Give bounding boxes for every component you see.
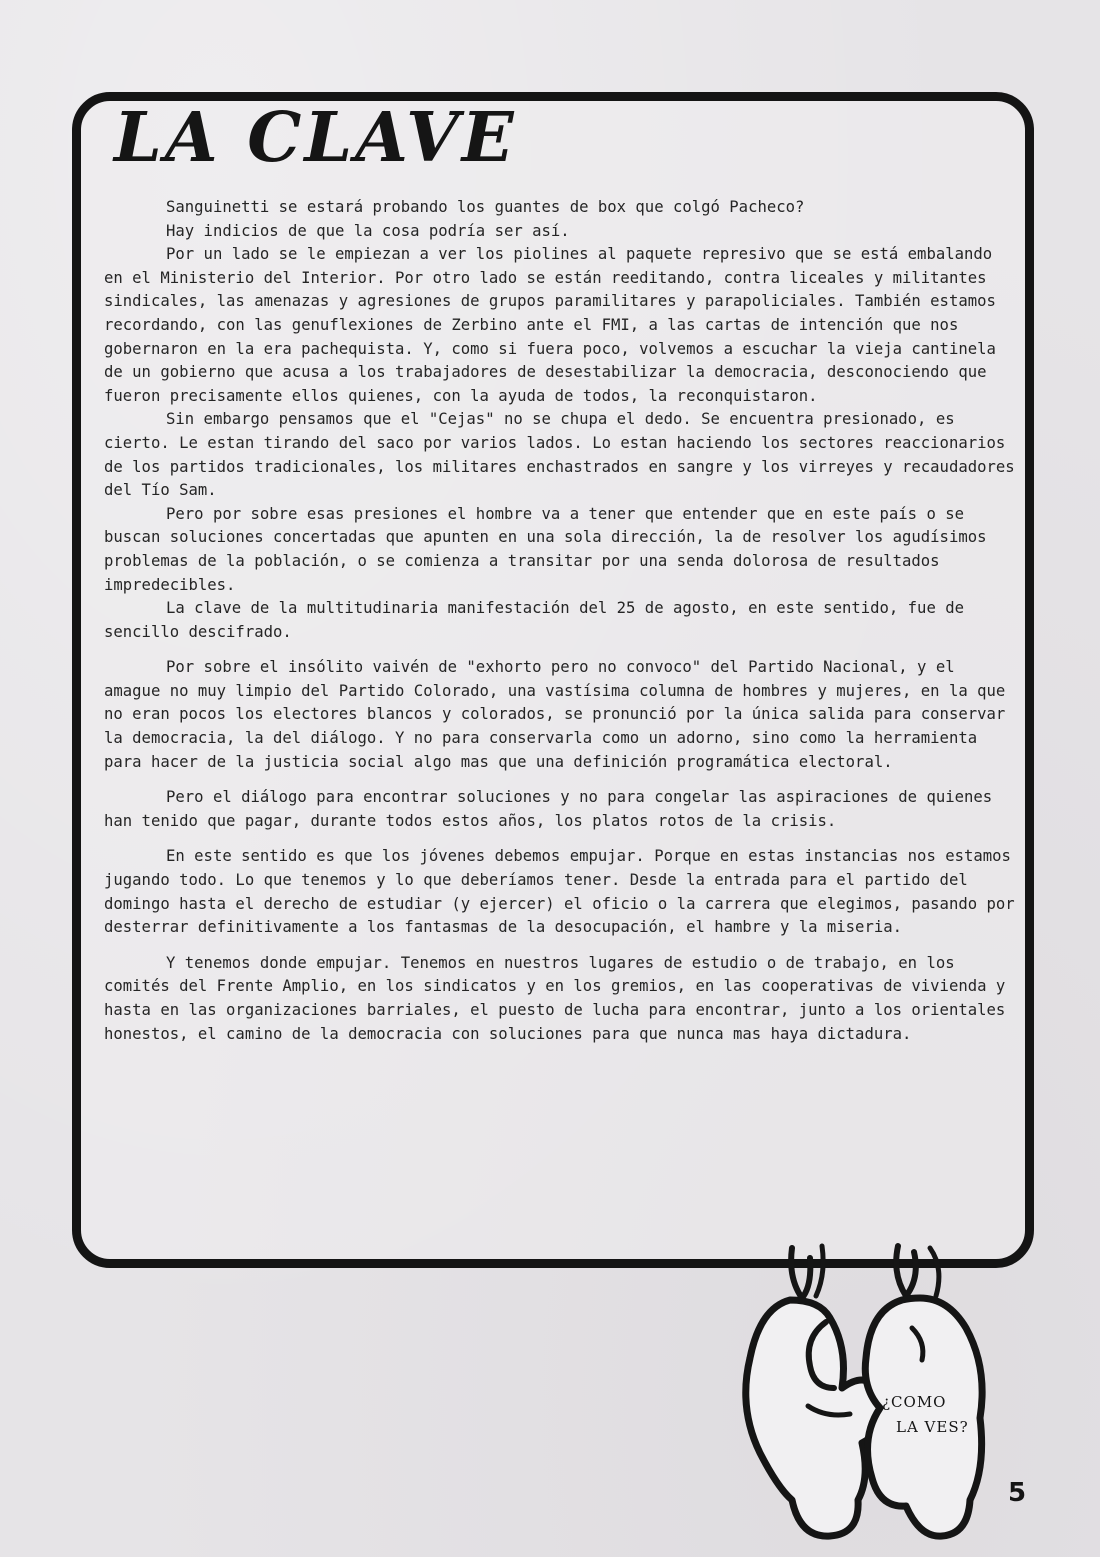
article-paragraph: Sin embargo pensamos que el "Cejas" no se chupa el dedo. Se encuentra presionado, es cierto. Le estan tirando del saco por varios lados. Lo estan haciendo los sectores reaccionarios de los partidos tradicionales, los militares enchastrados en sangre y los virreyes y recaudadores del Tío Sam. xyxy=(104,410,1015,500)
speech-text-line-1: ¿COMO xyxy=(882,1393,947,1411)
boxing-gloves-illustration xyxy=(730,1238,990,1548)
article-paragraph: Y tenemos donde empujar. Tenemos en nuestros lugares de estudio o de trabajo, en los comités del Frente Amplio, en los sindicatos y en los gremios, en las cooperativas de vivienda y hasta en las organizaciones barriales, el puesto de lucha para encontrar, junto a los orientales honestos, el camino de la democracia con soluciones para que nunca mas haya dictadura. xyxy=(104,953,1006,1043)
page-number: 5 xyxy=(1008,1478,1027,1508)
article-paragraph: Por sobre el insólito vaivén de "exhorto pero no convoco" del Partido Nacional, y el amague no muy limpio del Partido Colorado, una vastísima columna de hombres y mujeres, en la que no eran pocos los electores blancos y colorados, se pronunció por la única salida para conservar la democracia, la del diálogo. Y no para conservarla como un adorno, sino como la herramienta para hacer de la justicia social algo mas que una definición programática electoral. xyxy=(104,658,1006,771)
article-paragraph: La clave de la multitudinaria manifestación del 25 de agosto, en este sentido, fue de sencillo descifrado. xyxy=(104,599,964,641)
article-paragraph: Sanguinetti se estará probando los guantes de box que colgó Pacheco? xyxy=(166,198,805,216)
article-paragraph: Por un lado se le empiezan a ver los piolines al paquete represivo que se está embalando en el Ministerio del Interior. Por otro lado se están reeditando, contra liceales y militantes sindicales, las amenazas y agresiones de grupos paramilitares y parapoliciales. También estamos recordando, con las genuflexiones de Zerbino ante el FMI, a las cartas de intención que nos gobernaron en la era pachequista. Y, como si fuera poco, volvemos a escuchar la vieja cantinela de un gobierno que acusa a los trabajadores de desestabilizar la democracia, desconociendo que fueron precisamente ellos quienes, con la ayuda de todos, la reconquistaron. xyxy=(104,245,996,405)
article-paragraph: Pero por sobre esas presiones el hombre va a tener que entender que en este país o se buscan soluciones concertadas que apunten en una sola dirección, la de resolver los agudísimos problemas de la población, o se comienza a transitar por una senda dolorosa de resultados impredecibles. xyxy=(104,504,987,594)
page-title: LA CLAVE xyxy=(114,98,517,178)
article-paragraph: Pero el diálogo para encontrar soluciones y no para congelar las aspiraciones de quienes han tenido que pagar, durante todos estos años, los platos rotos de la crisis. xyxy=(104,788,993,830)
article-paragraph: Hay indicios de que la cosa podría ser así. xyxy=(166,221,570,240)
article-paragraph: En este sentido es que los jóvenes debemos empujar. Porque en estas instancias nos estamos jugando todo. Lo que tenemos y lo que deberíamos tener. Desde la entrada para el partido del domingo hasta el derecho de estudiar (y ejercer) el oficio o la carrera que elegimos, pasando por desterrar definitivamente a los fantasmas de la desocupación, el hambre y la miseria. xyxy=(104,847,1015,937)
speech-text-line-2: LA VES? xyxy=(896,1418,969,1436)
article-body xyxy=(104,196,1016,1046)
